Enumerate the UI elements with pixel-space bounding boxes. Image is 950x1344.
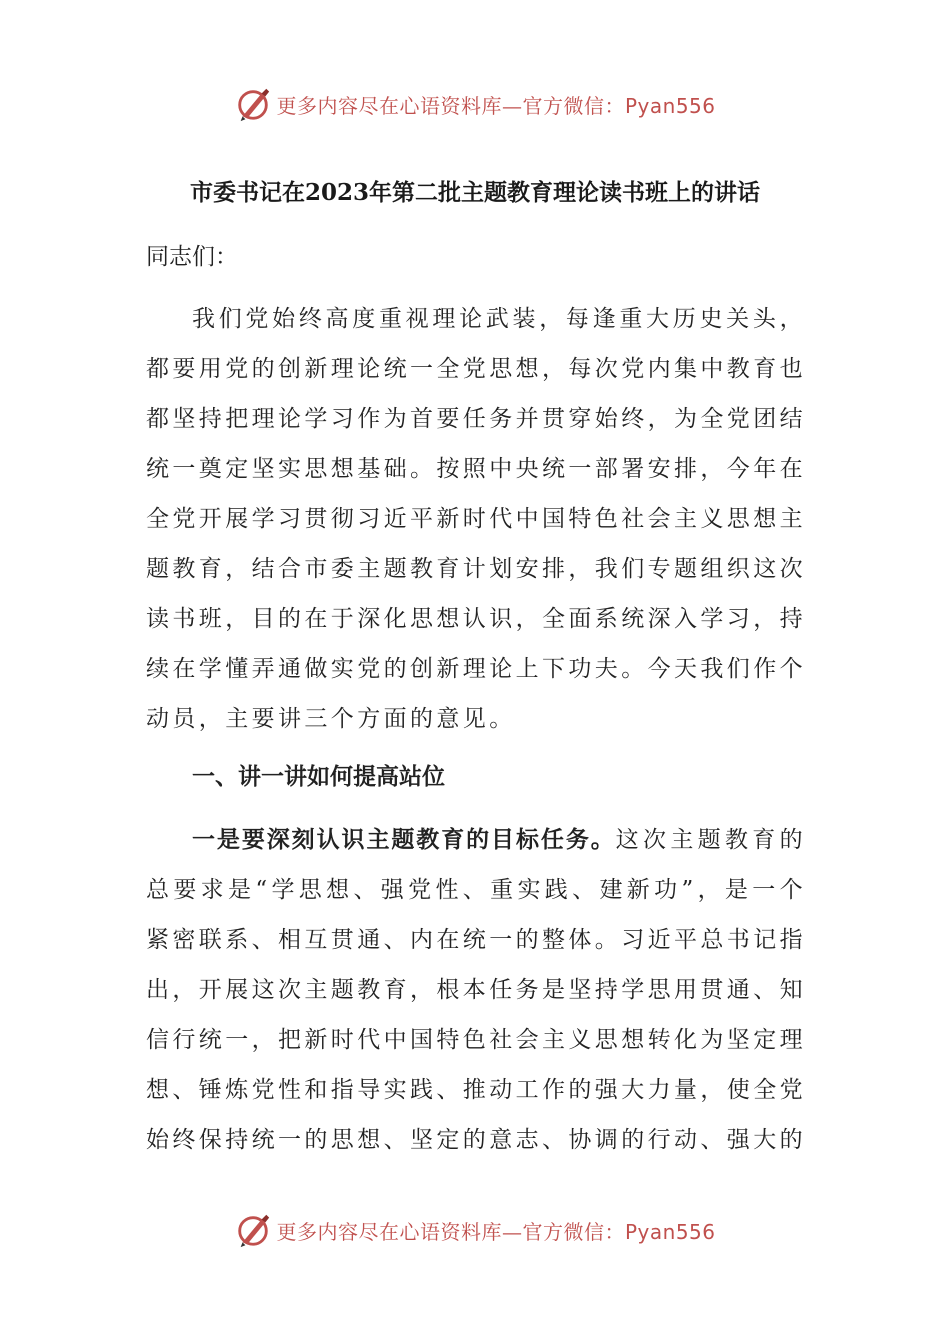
watermark-wechat-id: Pyan556	[624, 1219, 716, 1244]
header-watermark-banner	[0, 82, 950, 126]
paragraph-body-text: 这次主题教育的总要求是“学思想、强党性、重实践、建新功”，是一个紧密联系、相互贯通、内在统一的整体。习近平总书记指出，开展这次主题教育，根本任务是坚持学思用贯通、知信行统一，把新时代中国特色社会主义思想转化为坚定理想、锤炼党性和指导实践、推动工作的强大力量，使全党始终保持统一的思想、坚定的意志、协调的行动、强大的	[146, 827, 806, 1153]
watermark-text: 更多内容尽在心语资料库—官方微信：Pyan556	[276, 1219, 716, 1244]
footer-watermark-banner	[0, 1208, 950, 1252]
watermark-text: 更多内容尽在心语资料库—官方微信：Pyan556	[276, 93, 716, 118]
body-paragraph-1: 我们党始终高度重视理论武装，每逢重大历史关头，都要用党的创新理论统一全党思想，每次党内集中教育也都坚持把理论学习作为首要任务并贯穿始终，为全党团结统一奠定坚实思想基础。按照中央统一部署安排，今年在全党开展学习贯彻习近平新时代中国特色社会主义思想主题教育，结合市委主题教育计划安排，我们专题组织这次读书班，目的在于深化思想认识，全面系统深入学习，持续在学懂弄通做实党的创新理论上下功夫。今天我们作个动员，主要讲三个方面的意见。	[146, 306, 806, 732]
paragraph-lead-bold: 一是要深刻认识主题教育的目标任务。	[192, 826, 616, 853]
pen-logo-icon	[234, 1211, 272, 1249]
pen-logo-icon	[234, 85, 272, 123]
salutation: 同志们：	[146, 244, 238, 270]
document-title: 市委书记在2023年第二批主题教育理论读书班上的讲话	[189, 179, 760, 206]
body-paragraph-2	[146, 815, 806, 1165]
watermark-wechat-id: Pyan556	[624, 93, 716, 118]
section-heading-1: 一、讲一讲如何提高站位	[192, 763, 445, 790]
